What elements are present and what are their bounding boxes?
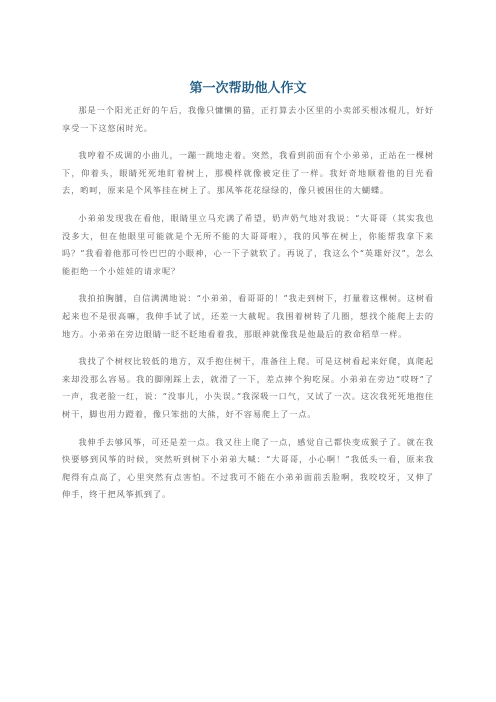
paragraph-1: 那是一个阳光正好的午后，我像只慵懒的猫，正打算去小区里的小卖部买根冰棍儿，好好享受一下这悠闲时光。 [62, 105, 434, 133]
paragraph-4: 我拍拍胸脯，自信满满地说：“小弟弟，看哥哥的！”我走到树下，打量着这棵树。这树看起来也不是很高嘛，我伸手试了试，还差一大截呢。我围着树转了几圈，想找个能爬上去的地方。小弟弟在旁边眼睛一眨不眨地看着我，那眼神就像我是他最后的救命稻草一样。 [62, 293, 434, 339]
paragraph-6: 我伸手去够风筝，可还是差一点。我又往上爬了一点，感觉自己都快变成猴子了。就在我快要够到风筝的时候，突然听到树下小弟弟大喊：“大哥哥，小心啊！”我低头一看，原来我爬得有点高了，心里突然有点害怕。不过我可不能在小弟弟面前丢脸啊，我咬咬牙，又伸了伸手，终于把风筝抓到了。 [62, 436, 434, 500]
paragraph-5: 我找了个树杈比较低的地方，双手抱住树干，准备往上爬。可是这树看起来好爬，真爬起来却没那么容易。我的脚刚踩上去，就滑了一下，差点摔个狗吃屎。小弟弟在旁边“哎呀”了一声，我老脸一红，说：“没事儿，小失误。”我深吸一口气，又试了一次。这次我死死地抱住树干，脚也用力蹬着，像只笨拙的大熊，好不容易爬上了一点。 [62, 356, 434, 419]
essay-body [62, 102, 434, 514]
essay-title: 第一次帮助他人作文 [189, 81, 307, 96]
paragraph-3: 小弟弟发现我在看他，眼睛里立马充满了希望，奶声奶气地对我说：“大哥哥（其实我也没多大，但在他眼里可能就是个无所不能的大哥哥啦），我的风筝在树上，你能帮我拿下来吗？”我看着他那可怜巴巴的小眼神，心一下子就软了。再说了，我这么个“英雄好汉”，怎么能拒绝一个小娃娃的请求呢？ [62, 212, 434, 276]
paragraph-2: 我哼着不成调的小曲儿，一蹦一跳地走着。突然，我看到前面有个小弟弟，正站在一棵树下，仰着头，眼睛死死地盯着树上，那模样就像被定住了一样。我好奇地顺着他的目光看去，哟呵，原来是个风筝挂在树上了。那风筝花花绿绿的，像只被困住的大蝴蝶。 [62, 150, 434, 196]
